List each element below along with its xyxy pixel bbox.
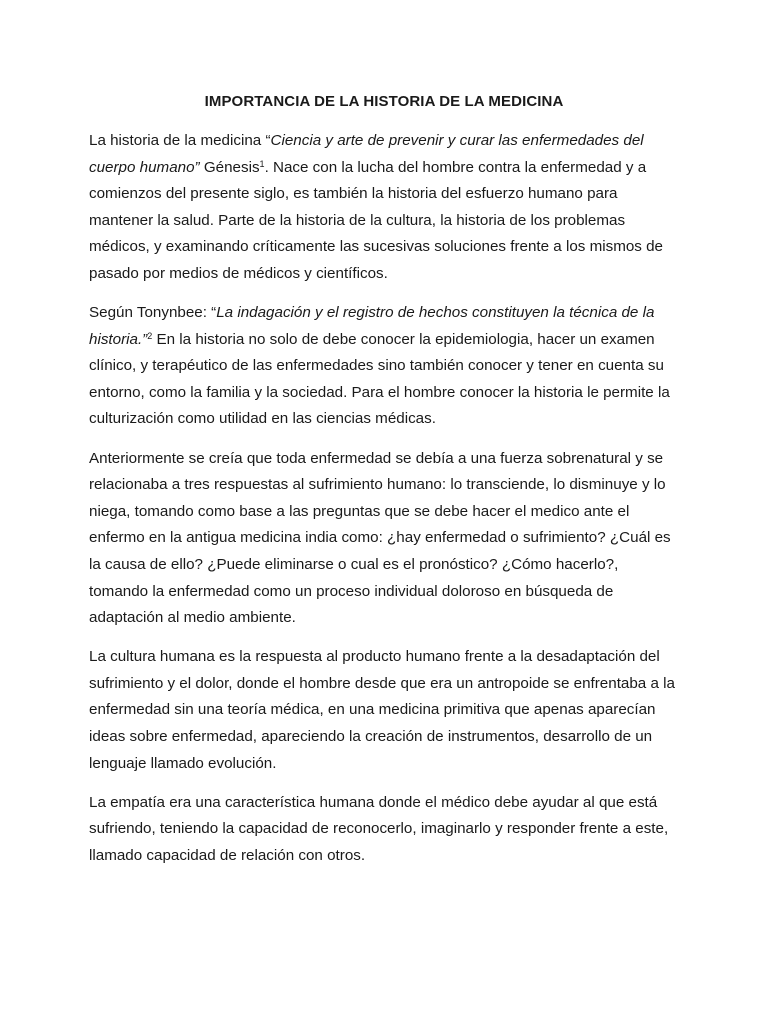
quote-italic: Ciencia y arte de prevenir y curar las enfermedades del [270,132,644,149]
paragraph-line: niega, tomando como base a las preguntas que se debe hacer el medico ante el [89,502,630,520]
paragraph-line: sufrimiento y el dolor, donde el hombre desde que era un antropoide se enfrentaba a la [89,674,675,692]
paragraph-line: relacionaba a tres respuestas al sufrimiento humano: lo transciende, lo disminuye y lo [89,476,666,494]
paragraph-line [89,155,679,182]
paragraph-3 [89,446,679,632]
paragraph-line: llamado capacidad de relación con otros. [89,846,366,864]
paragraph-line [89,327,679,354]
paragraph-line: entorno, como la familia y la sociedad. Para el hombre conocer la historia le permite la [89,383,670,401]
paragraph-line: Anteriormente se creía que toda enfermedad se debía a una fuerza sobrenatural y se [89,449,664,467]
paragraph-line: la causa de ello? ¿Puede eliminarse o cual es el pronóstico? ¿Cómo hacerlo?, [89,555,619,573]
paragraph-line [89,300,679,327]
text-run: Según Tonynbee: “ [89,304,217,322]
paragraph-line: ideas sobre enfermedad, apareciendo la creación de instrumentos, desarrollo de un [89,727,653,745]
paragraph-line: pasado por medios de médicos y científicos. [89,264,388,282]
paragraph-line: lenguaje llamado evolución. [89,754,277,772]
paragraph-2 [89,300,679,433]
text-run: En la historia no solo de debe conocer la epidemiologia, hacer un examen [152,330,655,348]
text-run: La historia de la medicina “ [89,132,271,149]
text-run: Génesis [199,158,260,176]
paragraph-line: adaptación al medio ambiente. [89,609,296,627]
quote-italic: La indagación y el registro de hechos constituyen la técnica de la [216,304,655,322]
paragraph-1 [89,128,679,288]
paragraph-line: enfermedad sin una teoría médica, en una medicina primitiva que apenas aparecían [89,701,656,719]
paragraph-line [89,128,679,155]
paragraph-line: La cultura humana es la respuesta al producto humano frente a la desadaptación del [89,648,660,666]
paragraph-line: mantener la salud. Parte de la historia de la cultura, la historia de los problemas [89,211,626,229]
paragraph-line: sufriendo, teniendo la capacidad de reconocerlo, imaginarlo y responder frente a este, [89,820,669,838]
quote-italic: cuerpo humano” [89,158,200,176]
paragraph-line: comienzos del presente siglo, es también la historia del esfuerzo humano para [89,185,618,203]
document-title: IMPORTANCIA DE LA HISTORIA DE LA MEDICINA [204,93,564,110]
paragraph-5 [89,790,679,870]
footnote-ref: 1 [259,158,265,169]
paragraph-4 [89,644,679,777]
paragraph-line: clínico, y terapéutico de las enfermedades sino también conocer y tener en cuenta su [89,357,664,375]
document-body [89,128,679,882]
text-run: . Nace con la lucha del hombre contra la enfermedad y a [264,158,647,176]
paragraph-line: médicos, y examinando críticamente las sucesivas soluciones frente a los mismos de [89,238,664,256]
paragraph-line: culturización como utilidad en las ciencias médicas. [89,410,436,428]
footnote-ref: 2 [147,330,153,341]
paragraph-line: tomando la enfermedad como un proceso individual doloroso en búsqueda de [89,582,614,600]
paragraph-line: La empatía era una característica humana donde el médico debe ayudar al que está [89,793,658,811]
paragraph-line: enfermo en la antigua medicina india como: ¿hay enfermedad o sufrimiento? ¿Cuál es [89,529,671,547]
quote-italic: historia.” [89,330,148,348]
